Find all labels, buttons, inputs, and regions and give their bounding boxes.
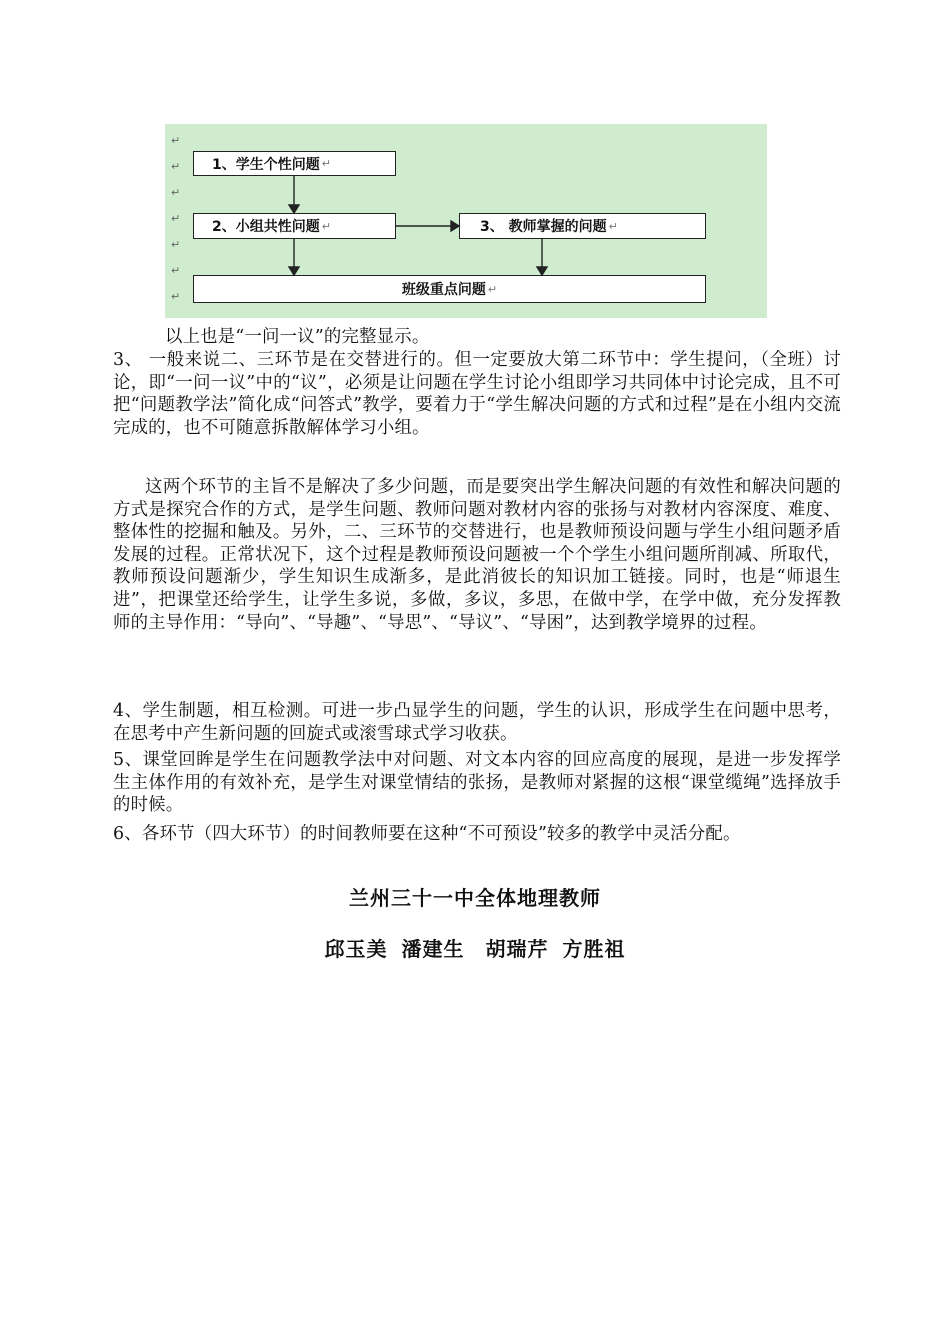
diagram-arrows [165,124,767,318]
paragraph-3 [113,349,841,439]
arrow-down-1-head [289,205,299,213]
signature-names: 邱玉美 潘建生 胡瑞芹 方胜祖 [324,937,626,961]
paragraph-mark: ↵ [171,264,181,277]
paragraph-mark: ↵ [171,186,181,199]
paragraph-mark: ↵ [171,134,181,147]
paragraph-main-text: 这两个环节的主旨不是解决了多少问题，而是要突出学生解决问题的有效性和解决问题的方式是探究合作的方式，是学生问题、教师问题对教材内容的张扬与对教材内容深度、难度、整体性的挖掘和触及。另外，二、三环节的交替进行，也是教师预设问题与学生小组问题矛盾发展的过程。正常状况下，这个过程是教师预设问题被一个个学生小组问题所削减、所取代，教师预设问题渐少，学生知识生成渐多，是此消彼长的知识加工链接。同时，也是“师退生进”，把课堂还给学生，让学生多说，多做，多议，多思，在做中学，在学中做，充分发挥教师的主导作用：“导向”、“导趣”、“导思”、“导议”、“导困”，达到教学境界的过程。 [113,477,841,633]
return-mark: ↵ [487,282,498,296]
arrow-down-2-head [289,267,299,275]
signature-school: 兰州三十一中全体地理教师 [349,886,601,910]
box-label: 3、 教师掌握的问题 [480,219,607,235]
flow-diagram [165,124,767,318]
paragraph-4-text: 4、学生制题，相互检测。可进一步凸显学生的问题，学生的认识，形成学生在问题中思考，在思考中产生新问题的回旋式或滚雪球式学习收获。 [113,701,841,744]
paragraph-main [113,476,841,634]
paragraph-6 [113,823,841,846]
box-label: 班级重点问题 [401,282,486,298]
return-mark: ↵ [321,157,331,170]
arrow-right-head [451,221,459,231]
caption-text: 以上也是“一问一议”的完整显示。 [165,327,430,347]
arrow-down-3-head [537,267,547,275]
paragraph-5 [113,749,841,817]
box-label: 1、学生个性问题 [212,156,320,173]
paragraph-5-text: 5、课堂回眸是学生在问题教学法中对问题、对文本内容的回应高度的展现，是进一步发挥学生主体作用的有效补充，是学生对课堂情结的张扬，是教师对紧握的这根“课堂缆绳”选择放手的时候。 [113,750,841,816]
paragraph-mark: ↵ [171,160,181,173]
paragraph-mark: ↵ [171,238,181,251]
return-mark: ↵ [608,219,618,233]
paragraph-mark: ↵ [171,290,181,303]
diagram-caption [165,326,765,349]
paragraph-mark: ↵ [171,212,181,225]
paragraph-4 [113,700,841,745]
paragraph-6-text: 6、各环节（四大环节）的时间教师要在这种“不可预设”较多的教学中灵活分配。 [113,824,741,844]
return-mark: ↵ [321,219,331,233]
paragraph-3-text: 3、 一般来说二、三环节是在交替进行的。但一定要放大第二环节中：学生提问，（全班）讨论，即“一问一议”中的“议”，必须是让问题在学生讨论小组即学习共同体中讨论完成，且不可把“问题教学法”简化成“问答式”教学，要着力于“学生解决问题的方式和过程”是在小组内交流完成的，也不可随意拆散解体学习小组。 [113,350,841,438]
box-label: 2、小组共性问题 [212,219,320,235]
